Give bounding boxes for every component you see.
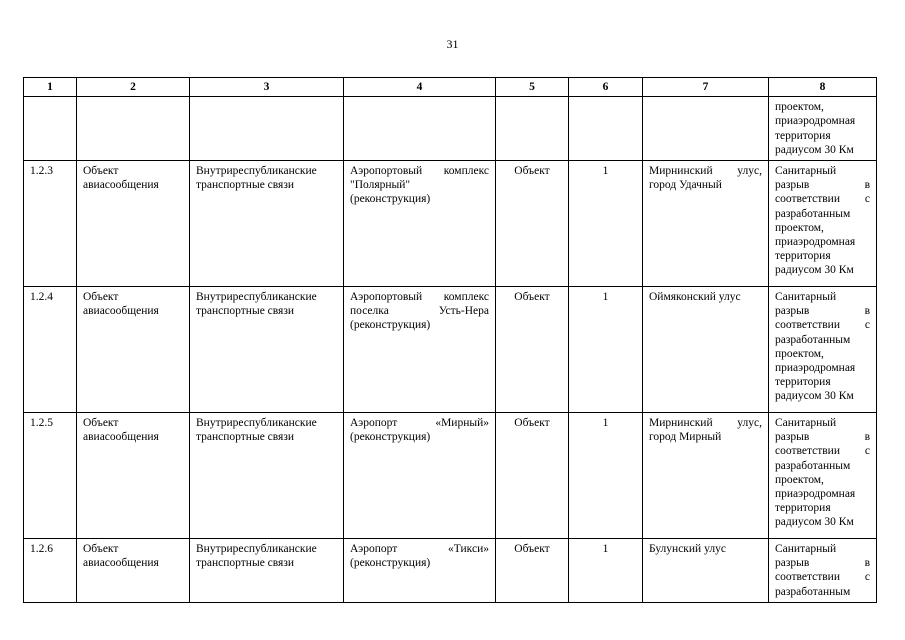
purpose-cell xyxy=(190,161,344,287)
count-cell: 1 xyxy=(569,413,643,539)
zone-line: радиусом 30 Км xyxy=(775,390,854,403)
zone-cell xyxy=(769,287,877,413)
location-cell xyxy=(643,287,769,413)
zone-cell xyxy=(769,413,877,539)
zone-line: соответствии с xyxy=(775,445,870,458)
location-line: Мирнинский улус, xyxy=(649,165,762,178)
purpose-line: Внутриреспубликанские xyxy=(196,417,317,430)
purpose-cell xyxy=(190,539,344,603)
row-number: 1.2.3 xyxy=(24,161,77,287)
zone-line: радиусом 30 Км xyxy=(775,516,854,529)
zone-line: разрыв в xyxy=(775,431,870,444)
object-name-line: (реконструкция) xyxy=(350,193,431,206)
purpose-line: Внутриреспубликанские xyxy=(196,543,317,556)
zone-line: разрыв в xyxy=(775,305,870,318)
row-number: 1.2.4 xyxy=(24,287,77,413)
zone-line: территория xyxy=(775,250,831,263)
purpose-line: транспортные связи xyxy=(196,557,295,570)
object-name-cell xyxy=(344,539,496,603)
purpose-line: транспортные связи xyxy=(196,179,295,192)
empty-cell xyxy=(496,97,569,161)
header-cell: 5 xyxy=(496,78,569,97)
header-cell: 3 xyxy=(190,78,344,97)
zone-cell xyxy=(769,97,877,161)
table-row xyxy=(24,287,877,413)
count-cell: 1 xyxy=(569,161,643,287)
zone-line: приаэродромная xyxy=(775,362,856,375)
object-name-line: "Полярный" xyxy=(350,179,411,192)
object-type-line: авиасообщения xyxy=(83,305,159,318)
status-cell: Объект xyxy=(496,287,569,413)
zone-line: разрыв в xyxy=(775,179,870,192)
header-cell: 1 xyxy=(24,78,77,97)
zone-line: Санитарный xyxy=(775,165,837,178)
object-type-line: Объект xyxy=(83,165,119,178)
header-cell: 7 xyxy=(643,78,769,97)
zone-line: приаэродромная xyxy=(775,115,856,128)
object-name-cell xyxy=(344,413,496,539)
empty-cell xyxy=(643,97,769,161)
empty-cell xyxy=(569,97,643,161)
zone-line: Санитарный xyxy=(775,417,837,430)
page-number: 31 xyxy=(446,37,459,51)
header-cell: 4 xyxy=(344,78,496,97)
zone-cell xyxy=(769,539,877,603)
empty-cell xyxy=(344,97,496,161)
row-number: 1.2.6 xyxy=(24,539,77,603)
zone-line: проектом, xyxy=(775,347,824,360)
empty-cell xyxy=(77,97,190,161)
zone-line: территория xyxy=(775,129,831,142)
object-name-cell xyxy=(344,161,496,287)
object-name-line: Аэропортовый комплекс xyxy=(350,165,489,178)
zone-line: проектом, xyxy=(775,101,824,114)
zone-line: разработанным xyxy=(775,459,851,472)
object-type-line: Объект xyxy=(83,543,119,556)
object-name-line: (реконструкция) xyxy=(350,319,431,332)
purpose-cell xyxy=(190,413,344,539)
object-type-line: Объект xyxy=(83,291,119,304)
object-name-line: Аэропорт «Тикси» xyxy=(350,543,489,556)
count-cell: 1 xyxy=(569,539,643,603)
count-cell: 1 xyxy=(569,287,643,413)
zone-cell xyxy=(769,161,877,287)
zone-line: соответствии с xyxy=(775,571,870,584)
purpose-line: Внутриреспубликанские xyxy=(196,165,317,178)
zone-line: разработанным xyxy=(775,333,851,346)
zone-line: территория xyxy=(775,502,831,515)
location-cell xyxy=(643,413,769,539)
object-type-line: авиасообщения xyxy=(83,179,159,192)
location-cell xyxy=(643,539,769,603)
location-cell xyxy=(643,161,769,287)
location-line: город Удачный xyxy=(649,179,722,192)
zone-line: территория xyxy=(775,376,831,389)
header-cell: 6 xyxy=(569,78,643,97)
object-type-line: авиасообщения xyxy=(83,431,159,444)
location-line: Оймяконский улус xyxy=(649,291,741,304)
empty-cell xyxy=(190,97,344,161)
zone-line: проектом, xyxy=(775,473,824,486)
zone-line: Санитарный xyxy=(775,291,837,304)
object-type-line: авиасообщения xyxy=(83,557,159,570)
location-line: Булунский улус xyxy=(649,543,726,556)
object-type-cell xyxy=(77,539,190,603)
zone-line: Санитарный xyxy=(775,543,837,556)
zone-line: разрыв в xyxy=(775,557,870,570)
object-type-cell xyxy=(77,413,190,539)
object-type-cell xyxy=(77,287,190,413)
object-name-line: поселка Усть-Нера xyxy=(350,305,489,318)
object-name-line: Аэропорт «Мирный» xyxy=(350,417,489,430)
header-cell: 2 xyxy=(77,78,190,97)
empty-cell xyxy=(24,97,77,161)
document-table xyxy=(23,77,877,603)
row-number: 1.2.5 xyxy=(24,413,77,539)
object-name-line: (реконструкция) xyxy=(350,557,431,570)
zone-line: разработанным xyxy=(775,207,851,220)
status-cell: Объект xyxy=(496,161,569,287)
purpose-line: Внутриреспубликанские xyxy=(196,291,317,304)
object-type-line: Объект xyxy=(83,417,119,430)
location-line: Мирнинский улус, xyxy=(649,417,762,430)
header-row xyxy=(24,78,877,97)
object-type-cell xyxy=(77,161,190,287)
table-row xyxy=(24,413,877,539)
purpose-cell xyxy=(190,287,344,413)
zone-line: приаэродромная xyxy=(775,488,856,501)
zone-line: соответствии с xyxy=(775,319,870,332)
zone-line: приаэродромная xyxy=(775,236,856,249)
table-row xyxy=(24,161,877,287)
table-row-continuation xyxy=(24,97,877,161)
table-row xyxy=(24,539,877,603)
object-name-line: Аэропортовый комплекс xyxy=(350,291,489,304)
object-name-cell xyxy=(344,287,496,413)
zone-line: радиусом 30 Км xyxy=(775,264,854,277)
status-cell: Объект xyxy=(496,413,569,539)
zone-line: соответствии с xyxy=(775,193,870,206)
zone-line: проектом, xyxy=(775,221,824,234)
location-line: город Мирный xyxy=(649,431,722,444)
purpose-line: транспортные связи xyxy=(196,305,295,318)
zone-line: радиусом 30 Км xyxy=(775,143,854,156)
zone-line: разработанным xyxy=(775,585,851,598)
header-cell: 8 xyxy=(769,78,877,97)
status-cell: Объект xyxy=(496,539,569,603)
purpose-line: транспортные связи xyxy=(196,431,295,444)
object-name-line: (реконструкция) xyxy=(350,431,431,444)
